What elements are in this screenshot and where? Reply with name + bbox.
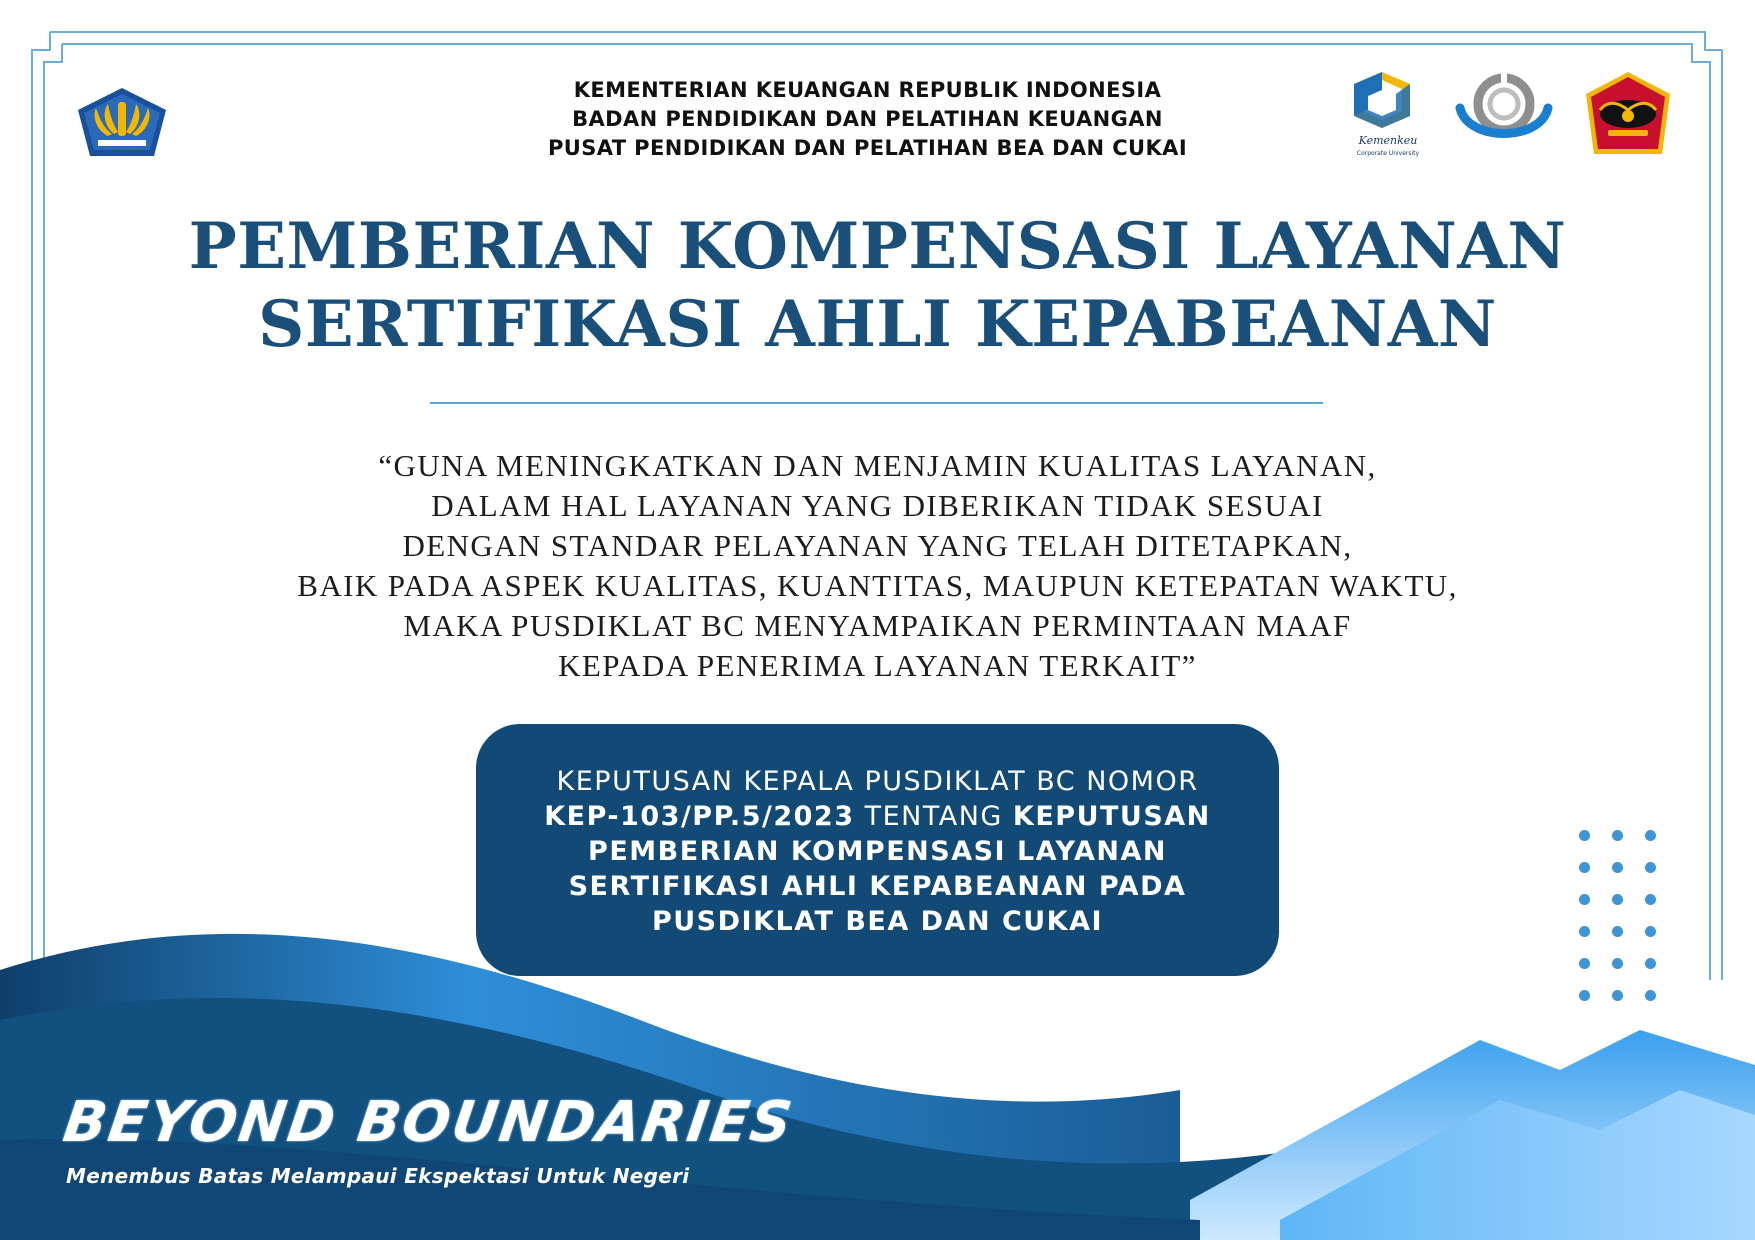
quote-line: KEPADA PENERIMA LAYANAN TERKAIT” xyxy=(558,648,1197,683)
decision-about-line: PEMBERIAN KOMPENSASI LAYANAN xyxy=(588,836,1167,867)
decision-line-2 xyxy=(516,799,1239,834)
title-divider xyxy=(430,402,1323,404)
quote-line: DENGAN STANDAR PELAYANAN YANG TELAH DITETAPKAN, xyxy=(402,528,1353,563)
quote-line: MAKA PUSDIKLAT BC MENYAMPAIKAN PERMINTAAN MAAF xyxy=(403,608,1352,643)
kemenkeu-corpu-logo xyxy=(1352,70,1424,158)
quote-line: BAIK PADA ASPEK KUALITAS, KUANTITAS, MAUPUN KETEPATAN WAKTU, xyxy=(297,568,1458,603)
footer-slogan: BEYOND BOUNDARIES xyxy=(59,1090,798,1155)
page-title xyxy=(0,208,1755,364)
org-line-agency: BADAN PENDIDIKAN DAN PELATIHAN KEUANGAN xyxy=(572,107,1163,131)
decision-about-head: KEPUTUSAN xyxy=(1012,801,1211,832)
pusdiklat-bc-emblem xyxy=(1582,70,1674,158)
decision-about-line: SERTIFIKASI AHLI KEPABEANAN PADA xyxy=(568,871,1187,902)
org-line-ministry: KEMENTERIAN KEUANGAN REPUBLIK INDONESIA xyxy=(573,78,1162,102)
decision-number: KEP-103/PP.5/2023 xyxy=(544,801,855,832)
decision-line-1: KEPUTUSAN KEPALA PUSDIKLAT BC NOMOR xyxy=(556,766,1199,797)
decision-connector: TENTANG xyxy=(864,801,1003,832)
org-line-center: PUSAT PENDIDIKAN DAN PELATIHAN BEA DAN CUKAI xyxy=(547,136,1188,160)
quote-line: “GUNA MENINGKATKAN DAN MENJAMIN KUALITAS LAYANAN, xyxy=(378,448,1377,483)
corpu-label: Kemenkeu xyxy=(1358,134,1418,147)
footer-tagline: Menembus Batas Melampaui Ekspektasi Untuk Negeri xyxy=(66,1164,690,1188)
title-line-2: SERTIFIKASI AHLI KEPABEANAN xyxy=(258,287,1497,362)
wco-logo xyxy=(1454,70,1554,154)
apology-quote xyxy=(0,446,1755,686)
title-line-1: PEMBERIAN KOMPENSASI LAYANAN xyxy=(188,209,1567,284)
corpu-sublabel: Corporate University xyxy=(1356,150,1420,157)
footer-wave-background xyxy=(0,900,1755,1240)
decision-about-line: PUSDIKLAT BEA DAN CUKAI xyxy=(651,906,1104,937)
quote-line: DALAM HAL LAYANAN YANG DIBERIKAN TIDAK SESUAI xyxy=(431,488,1324,523)
